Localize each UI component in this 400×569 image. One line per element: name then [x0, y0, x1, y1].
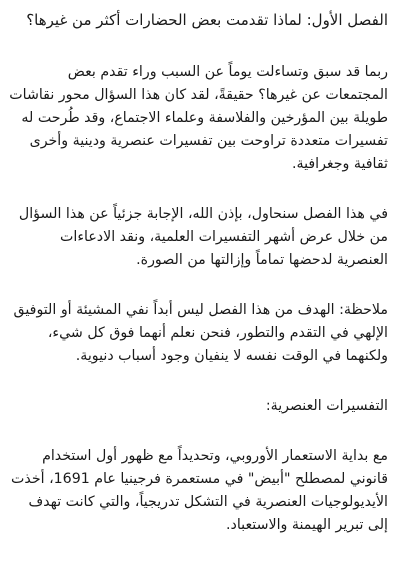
spacer — [8, 418, 388, 445]
section-heading: التفسيرات العنصرية: — [265, 398, 388, 414]
spacer — [8, 176, 388, 203]
note-paragraph: ملاحظة: الهدف من هذا الفصل ليس أبداً نفي المشيئة أو التوفيق الإلهي في التقدم والتطور، فنحن نعلم أنهما فوق كل شيء، ولكنهما في الوقت نفسه لا ينفيان وجود أسباب دنيوية. — [13, 302, 388, 364]
intro-paragraph: ربما قد سبق وتساءلت يوماً عن السبب وراء تقدم بعض المجتمعات عن غيرها؟ حقيقةً، لقد كان هذا السؤال محور نقاشات طويلة بين المؤرخين والفلاسفة وعلماء الاجتماع، وقد طُرحت له تفسيرات متعددة تراوحت بين تفسيرات عنصرية ودينية وأخرى ثقافية وجغرافية. — [9, 64, 388, 172]
spacer — [8, 368, 388, 395]
section-paragraph: مع بداية الاستعمار الأوروبي، وتحديداً مع ظهور أول استخدام قانوني لمصطلح "أبيض" في مستعمرة فرجينيا عام 1691، أخذت الأيديولوجيات العنصرية في التشكل تدريجياً، والتي كانت تهدف إلى تبرير الهيمنة والاستعباد. — [11, 448, 388, 533]
chapter-plan-paragraph: في هذا الفصل سنحاول، بإذن الله، الإجابة جزئياً عن هذا السؤال من خلال عرض أشهر التفسيرات العلمية، ونقد الادعاءات العنصرية لدحضها تماماً وإزالتها من الصورة. — [18, 206, 388, 268]
spacer — [8, 272, 388, 299]
chapter-title: الفصل الأول: لماذا تقدمت بعض الحضارات أكثر من غيرها؟ — [26, 11, 388, 29]
spacer — [8, 32, 388, 61]
